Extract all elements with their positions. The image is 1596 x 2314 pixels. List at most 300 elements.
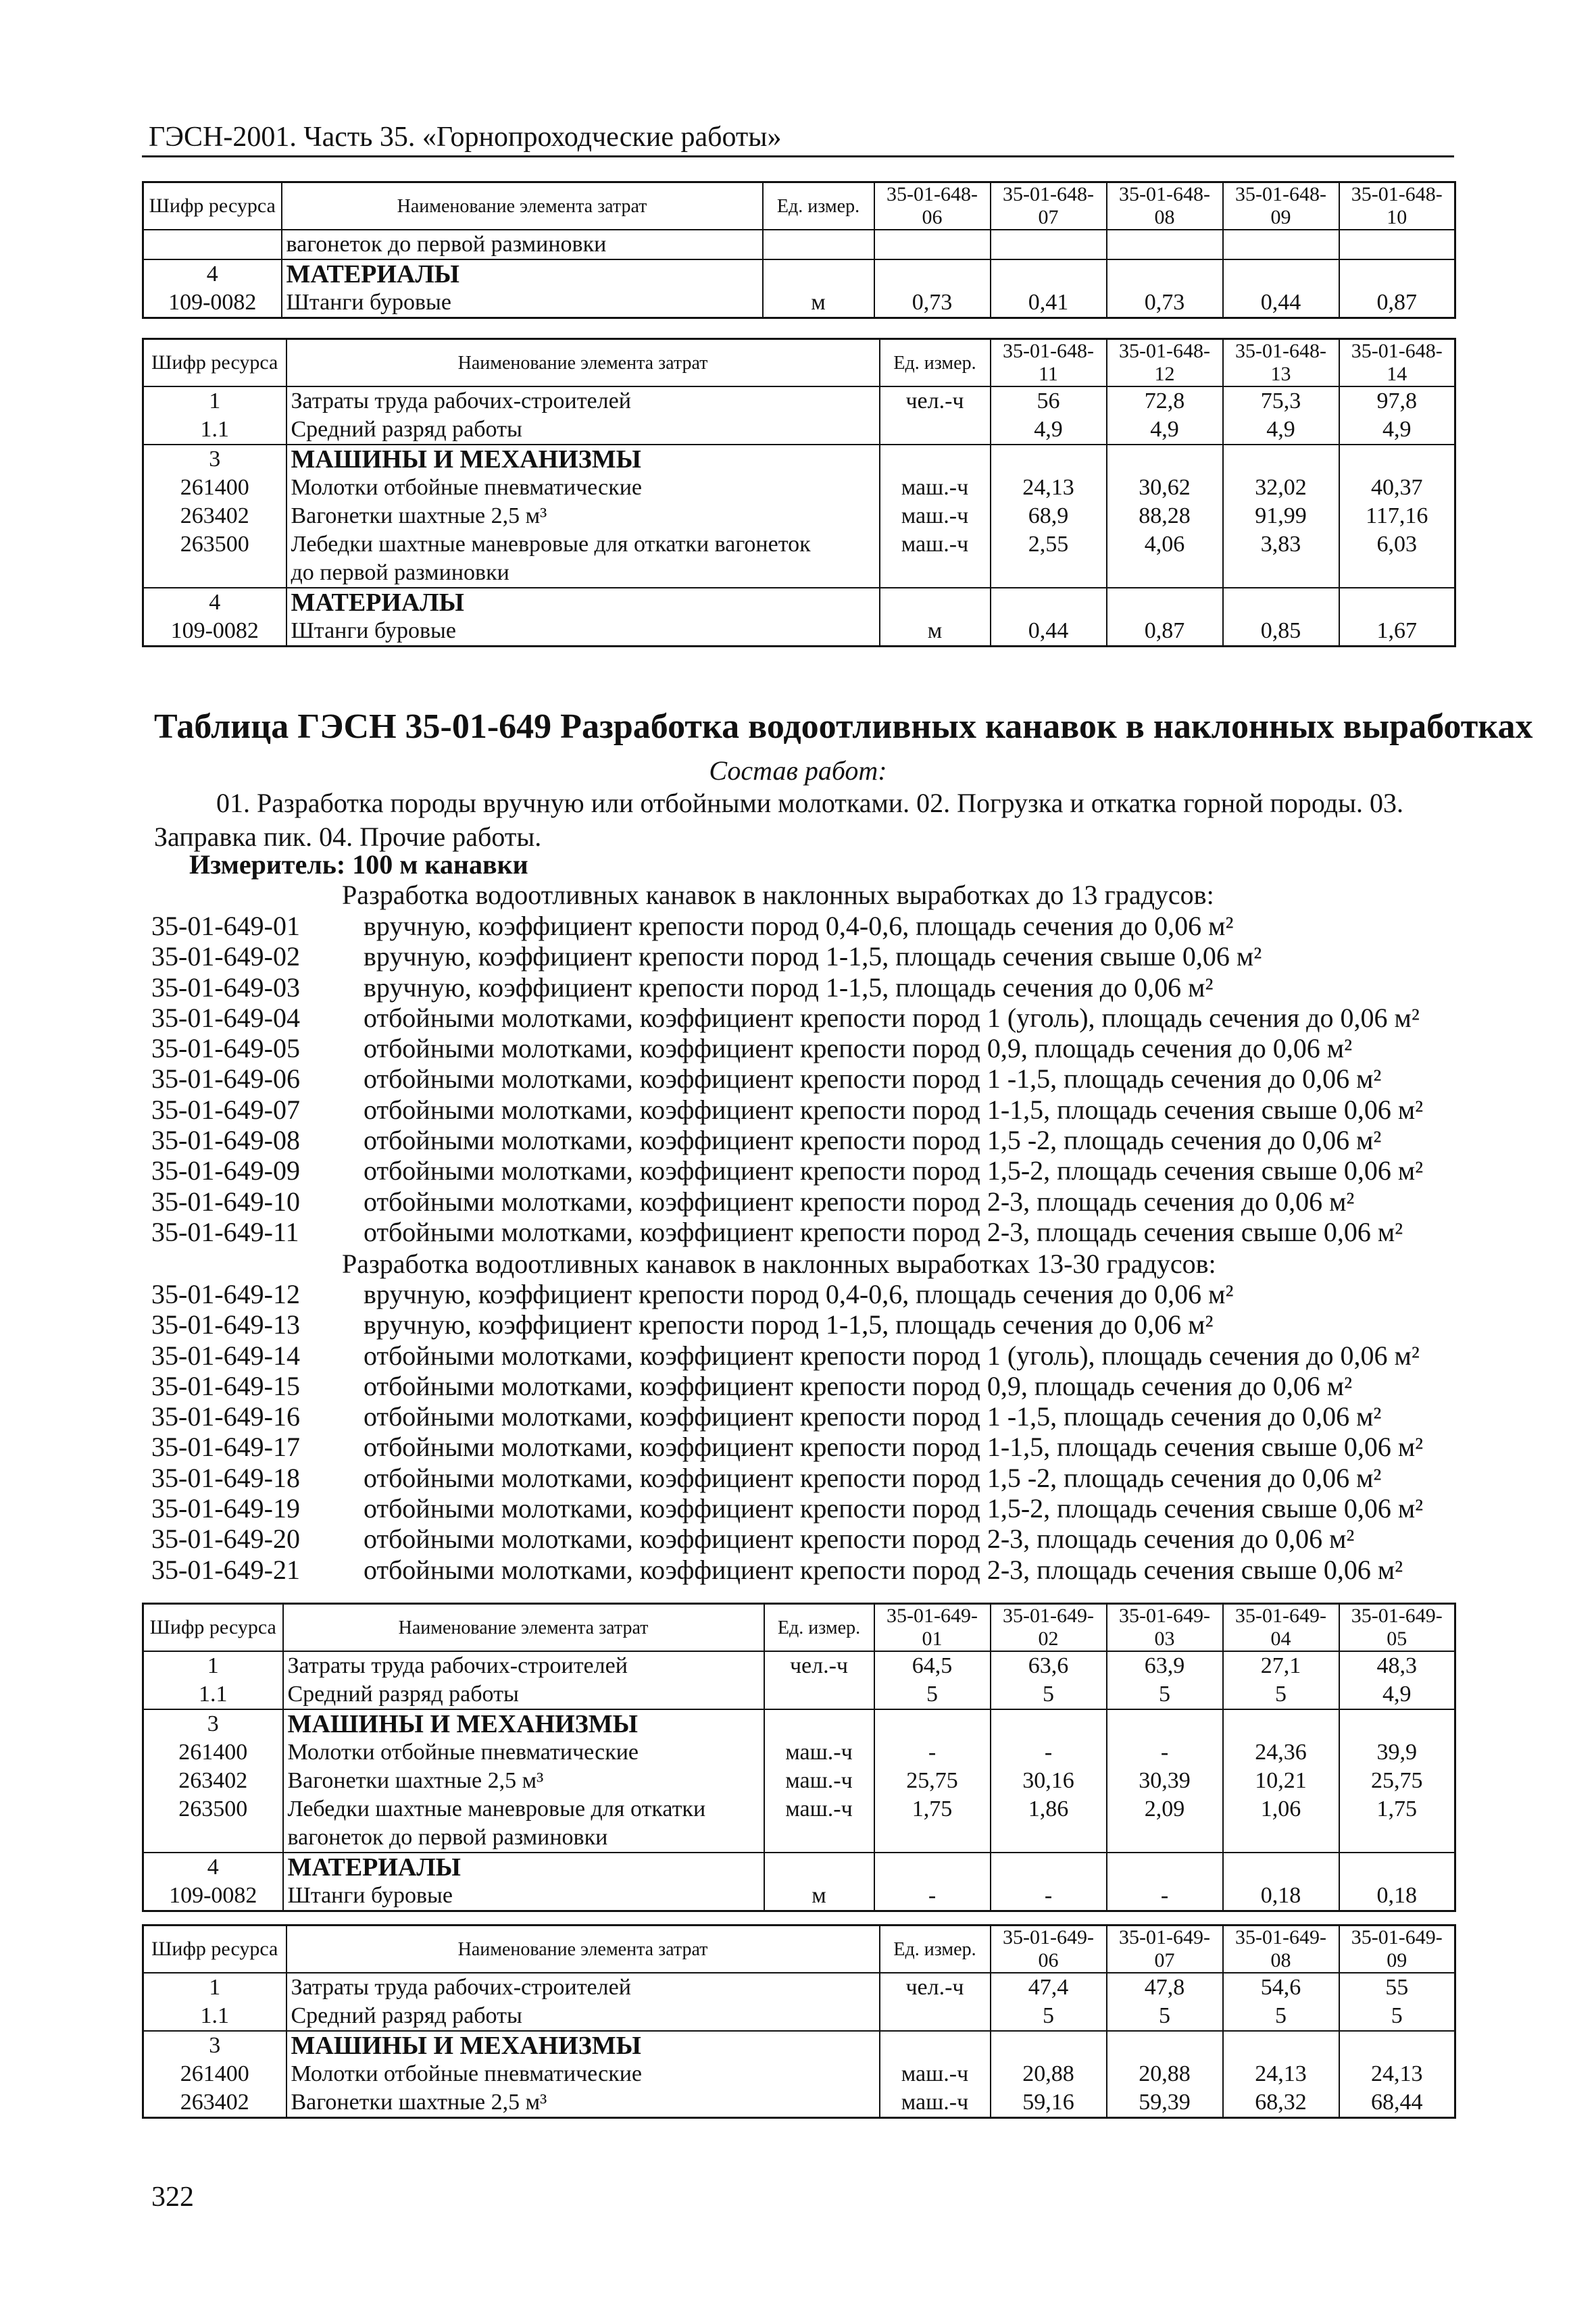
cost-table-649-06-09	[142, 1924, 1456, 2119]
table-row	[143, 445, 1455, 474]
table-row	[143, 2002, 1455, 2031]
cell-resource-code: 1	[143, 1651, 283, 1680]
table-row	[143, 474, 1455, 502]
cell-value: 97,8	[1339, 386, 1455, 416]
header-col-649-06: 35-01-649-06	[991, 1926, 1107, 1973]
cell-value: 59,16	[991, 2088, 1107, 2118]
cell-value: 4,06	[1107, 530, 1223, 559]
list-item	[151, 972, 1462, 1003]
cell-value	[1339, 1709, 1455, 1738]
rate-description: вручную, коэффициент крепости пород 1-1,5, площадь сечения до 0,06 м²	[364, 1309, 1214, 1340]
table-row	[143, 559, 1455, 588]
cell-resource-code: 3	[143, 1709, 283, 1738]
cell-value: 1,06	[1223, 1795, 1339, 1823]
cell-value: 30,62	[1107, 474, 1223, 502]
cell-value: 1,67	[1339, 617, 1455, 647]
cell-value	[1107, 445, 1223, 474]
rate-code: 35-01-649-01	[151, 911, 300, 941]
list-item	[151, 1401, 1462, 1432]
rate-code: 35-01-649-03	[151, 972, 300, 1003]
cell-value	[991, 1823, 1107, 1853]
cell-value	[1223, 1823, 1339, 1853]
table-header-row	[143, 339, 1455, 387]
cell-value: 24,13	[991, 474, 1107, 502]
cell-value	[1107, 1853, 1223, 1882]
rate-description: отбойными молотками, коэффициент крепости пород 1,5-2, площадь сечения свыше 0,06 м²	[364, 1155, 1424, 1186]
rate-description: вручную, коэффициент крепости пород 1-1,5, площадь сечения до 0,06 м²	[364, 972, 1214, 1003]
cell-value	[1223, 445, 1339, 474]
cell-value: 54,6	[1223, 1973, 1339, 2002]
cell-resource-code: 261400	[143, 474, 286, 502]
cell-resource-code	[143, 230, 282, 259]
cell-value: 5	[1339, 2002, 1455, 2031]
list-item	[151, 1186, 1462, 1217]
table-row	[143, 1709, 1455, 1738]
cell-value: -	[874, 1738, 991, 1767]
code-list-up-to-13	[151, 911, 1462, 1247]
cell-value: 0,73	[874, 288, 991, 318]
cell-resource-code: 3	[143, 2031, 286, 2060]
rate-description: отбойными молотками, коэффициент крепости пород 0,9, площадь сечения до 0,06 м²	[364, 1033, 1353, 1064]
header-resource-code: Шифр ресурса	[143, 182, 282, 230]
cell-unit	[764, 1823, 874, 1853]
cell-value	[1107, 230, 1223, 259]
cell-value: 63,6	[991, 1651, 1107, 1680]
cell-resource-code: 261400	[143, 2060, 286, 2088]
cell-value: 1,75	[1339, 1795, 1455, 1823]
cell-value	[991, 259, 1107, 288]
rate-code: 35-01-649-13	[151, 1309, 300, 1340]
cell-unit	[880, 445, 991, 474]
cell-value: 1,75	[874, 1795, 991, 1823]
list-item	[151, 941, 1462, 972]
cell-value: 5	[991, 2002, 1107, 2031]
table-row	[143, 416, 1455, 445]
cell-value: -	[991, 1738, 1107, 1767]
code-list-13-30	[151, 1279, 1462, 1585]
cell-value	[991, 2031, 1107, 2060]
cell-cost-element: МАШИНЫ И МЕХАНИЗМЫ	[283, 1709, 764, 1738]
cell-value	[1223, 559, 1339, 588]
rate-code: 35-01-649-14	[151, 1340, 300, 1371]
cell-value	[1107, 1709, 1223, 1738]
cell-value: 5	[1223, 2002, 1339, 2031]
cell-value: -	[874, 1882, 991, 1911]
cell-cost-element: до первой разминовки	[286, 559, 880, 588]
cell-resource-code: 1	[143, 1973, 286, 2002]
rate-code: 35-01-649-11	[151, 1216, 299, 1247]
table-row	[143, 386, 1455, 416]
cell-resource-code: 263402	[143, 502, 286, 530]
cell-value: 48,3	[1339, 1651, 1455, 1680]
header-col-649-04: 35-01-649-04	[1223, 1604, 1339, 1652]
header-col-648-14: 35-01-648-14	[1339, 339, 1455, 387]
cell-resource-code: 1.1	[143, 416, 286, 445]
section-title: Таблица ГЭСН 35-01-649 Разработка водоотливных канавок в наклонных выработках	[154, 707, 1533, 746]
rate-description: отбойными молотками, коэффициент крепости пород 1,5 -2, площадь сечения до 0,06 м²	[364, 1462, 1382, 1493]
cell-cost-element: Молотки отбойные пневматические	[286, 474, 880, 502]
cell-value: 0,18	[1339, 1882, 1455, 1911]
cell-value	[1223, 1709, 1339, 1738]
header-unit: Ед. измер.	[880, 339, 991, 387]
cell-cost-element: вагонеток до первой разминовки	[283, 1823, 764, 1853]
header-cost-element: Наименование элемента затрат	[283, 1604, 764, 1652]
cell-cost-element: Вагонетки шахтные 2,5 м³	[286, 2088, 880, 2118]
rate-description: отбойными молотками, коэффициент крепости пород 0,9, площадь сечения до 0,06 м²	[364, 1370, 1353, 1401]
table-row	[143, 1853, 1455, 1882]
table-row	[143, 1738, 1455, 1767]
rate-code: 35-01-649-07	[151, 1094, 300, 1125]
cell-cost-element: Лебедки шахтные маневровые для откатки вагонеток	[286, 530, 880, 559]
table-header-row	[143, 1604, 1455, 1652]
cell-value: -	[991, 1882, 1107, 1911]
cell-unit: маш.-ч	[880, 2060, 991, 2088]
cell-value: 39,9	[1339, 1738, 1455, 1767]
table-row	[143, 288, 1455, 318]
cell-value: 68,32	[1223, 2088, 1339, 2118]
cell-unit	[763, 230, 874, 259]
rate-description: вручную, коэффициент крепости пород 0,4-0,6, площадь сечения до 0,06 м²	[364, 1279, 1234, 1309]
list-item	[151, 1493, 1462, 1524]
work-composition-heading: Состав работ:	[709, 755, 887, 786]
cell-unit: чел.-ч	[880, 386, 991, 416]
cell-value: 64,5	[874, 1651, 991, 1680]
header-col-648-12: 35-01-648-12	[1107, 339, 1223, 387]
cell-value: -	[1107, 1738, 1223, 1767]
cell-unit: маш.-ч	[880, 474, 991, 502]
rate-code: 35-01-649-08	[151, 1125, 300, 1156]
cell-value: 24,36	[1223, 1738, 1339, 1767]
cell-value: 5	[1107, 1680, 1223, 1709]
cell-cost-element: МАТЕРИАЛЫ	[286, 588, 880, 617]
cell-unit	[880, 588, 991, 617]
cell-value	[1107, 588, 1223, 617]
cell-value	[1223, 2031, 1339, 2060]
cell-value	[1107, 559, 1223, 588]
cell-value	[874, 230, 991, 259]
cell-unit	[763, 259, 874, 288]
cell-value	[991, 1709, 1107, 1738]
cell-value	[1223, 1853, 1339, 1882]
cell-cost-element: Затраты труда рабочих-строителей	[286, 386, 880, 416]
list-item	[151, 1217, 1462, 1247]
table-header-row	[143, 1926, 1455, 1973]
header-col-649-02: 35-01-649-02	[991, 1604, 1107, 1652]
group-heading-13-30: Разработка водоотливных канавок в наклонных выработках 13-30 градусов:	[342, 1249, 1216, 1279]
list-item	[151, 1095, 1462, 1125]
cell-value	[1339, 559, 1455, 588]
cell-value	[991, 1853, 1107, 1882]
cell-value	[1339, 259, 1455, 288]
list-item	[151, 1371, 1462, 1401]
header-col-648-11: 35-01-648-11	[991, 339, 1107, 387]
cell-value	[1223, 588, 1339, 617]
cell-value: 20,88	[1107, 2060, 1223, 2088]
cell-value	[874, 1853, 991, 1882]
cell-resource-code: 109-0082	[143, 288, 282, 318]
cell-value	[1339, 445, 1455, 474]
list-item	[151, 911, 1462, 941]
table-row	[143, 230, 1455, 259]
cell-value: 32,02	[1223, 474, 1339, 502]
header-col-648-09: 35-01-648-09	[1223, 182, 1339, 230]
cell-value: 27,1	[1223, 1651, 1339, 1680]
header-unit: Ед. измер.	[763, 182, 874, 230]
cell-unit: маш.-ч	[880, 2088, 991, 2118]
cell-value: 59,39	[1107, 2088, 1223, 2118]
list-item	[151, 1003, 1462, 1033]
cell-value: 0,18	[1223, 1882, 1339, 1911]
list-item	[151, 1155, 1462, 1186]
cell-value: 63,9	[1107, 1651, 1223, 1680]
list-item	[151, 1033, 1462, 1063]
cell-resource-code: 109-0082	[143, 617, 286, 647]
cell-value	[1339, 1853, 1455, 1882]
cell-value: 0,44	[991, 617, 1107, 647]
cell-unit: м	[880, 617, 991, 647]
table-row	[143, 259, 1455, 288]
cell-resource-code	[143, 1823, 283, 1853]
rate-code: 35-01-649-15	[151, 1370, 300, 1401]
cost-table-648-11-14	[142, 338, 1456, 647]
rate-description: отбойными молотками, коэффициент крепости пород 1,5 -2, площадь сечения до 0,06 м²	[364, 1125, 1382, 1156]
rate-code: 35-01-649-10	[151, 1186, 300, 1217]
cell-resource-code: 1	[143, 386, 286, 416]
cell-resource-code: 3	[143, 445, 286, 474]
cell-cost-element: Молотки отбойные пневматические	[283, 1738, 764, 1767]
cell-cost-element: Затраты труда рабочих-строителей	[283, 1651, 764, 1680]
cell-value: 0,44	[1223, 288, 1339, 318]
cell-value: 56	[991, 386, 1107, 416]
cell-cost-element: Штанги буровые	[283, 1882, 764, 1911]
cell-unit	[880, 2002, 991, 2031]
cell-value: 24,13	[1223, 2060, 1339, 2088]
table-row	[143, 1795, 1455, 1823]
cell-value: 55	[1339, 1973, 1455, 2002]
cell-cost-element: МАТЕРИАЛЫ	[282, 259, 763, 288]
cost-table-648-06-10	[142, 181, 1456, 319]
cell-unit	[764, 1709, 874, 1738]
cell-resource-code: 263500	[143, 1795, 283, 1823]
cell-resource-code: 1.1	[143, 2002, 286, 2031]
cell-value	[1339, 1823, 1455, 1853]
rate-description: вручную, коэффициент крепости пород 0,4-0,6, площадь сечения до 0,06 м²	[364, 911, 1234, 941]
header-col-649-03: 35-01-649-03	[1107, 1604, 1223, 1652]
cell-value: 3,83	[1223, 530, 1339, 559]
cell-value: 4,9	[1107, 416, 1223, 445]
cell-cost-element: МАШИНЫ И МЕХАНИЗМЫ	[286, 2031, 880, 2060]
cell-value	[874, 1823, 991, 1853]
cell-value: 10,21	[1223, 1767, 1339, 1795]
rate-description: отбойными молотками, коэффициент крепости пород 2-3, площадь сечения до 0,06 м²	[364, 1186, 1355, 1217]
cost-table-649-01-05	[142, 1603, 1456, 1912]
running-header: ГЭСН-2001. Часть 35. «Горнопроходческие работы»	[149, 122, 782, 153]
cell-value: 68,44	[1339, 2088, 1455, 2118]
cell-resource-code: 261400	[143, 1738, 283, 1767]
table-row	[143, 1823, 1455, 1853]
cell-value: 75,3	[1223, 386, 1339, 416]
cell-value: 0,87	[1107, 617, 1223, 647]
cell-value	[1339, 230, 1455, 259]
cell-value: 5	[1107, 2002, 1223, 2031]
cell-value	[991, 588, 1107, 617]
cell-cost-element: Штанги буровые	[282, 288, 763, 318]
list-item	[151, 1309, 1462, 1340]
cell-value: 117,16	[1339, 502, 1455, 530]
table-row	[143, 1973, 1455, 2002]
rate-description: отбойными молотками, коэффициент крепости пород 2-3, площадь сечения до 0,06 м²	[364, 1524, 1355, 1555]
rate-description: отбойными молотками, коэффициент крепости пород 1 -1,5, площадь сечения до 0,06 м²	[364, 1401, 1382, 1432]
group-heading-up-to-13: Разработка водоотливных канавок в наклонных выработках до 13 градусов:	[342, 880, 1214, 910]
list-item	[151, 1555, 1462, 1585]
cell-value	[1339, 588, 1455, 617]
cell-value: 0,73	[1107, 288, 1223, 318]
cell-value: -	[1107, 1882, 1223, 1911]
cell-unit: чел.-ч	[764, 1651, 874, 1680]
cell-value: 2,09	[1107, 1795, 1223, 1823]
page-number: 322	[151, 2182, 194, 2213]
cell-value	[1223, 230, 1339, 259]
header-cost-element: Наименование элемента затрат	[286, 1926, 880, 1973]
list-item	[151, 1125, 1462, 1155]
cell-unit: чел.-ч	[880, 1973, 991, 2002]
cell-unit: маш.-ч	[764, 1738, 874, 1767]
list-item	[151, 1340, 1462, 1371]
rate-description: отбойными молотками, коэффициент крепости пород 2-3, площадь сечения свыше 0,06 м²	[364, 1554, 1403, 1585]
cell-value: 4,9	[1339, 416, 1455, 445]
list-item	[151, 1063, 1462, 1094]
list-item	[151, 1463, 1462, 1493]
rate-code: 35-01-649-18	[151, 1462, 300, 1493]
cell-unit: маш.-ч	[764, 1767, 874, 1795]
cell-unit	[880, 2031, 991, 2060]
cell-value: 6,03	[1339, 530, 1455, 559]
header-cost-element: Наименование элемента затрат	[282, 182, 763, 230]
cell-value: 24,13	[1339, 2060, 1455, 2088]
header-unit: Ед. измер.	[764, 1604, 874, 1652]
cell-cost-element: Затраты труда рабочих-строителей	[286, 1973, 880, 2002]
cell-cost-element: Лебедки шахтные маневровые для откатки	[283, 1795, 764, 1823]
rate-code: 35-01-649-02	[151, 941, 300, 972]
cell-value: 4,9	[1339, 1680, 1455, 1709]
header-col-649-05: 35-01-649-05	[1339, 1604, 1455, 1652]
cell-value: 25,75	[874, 1767, 991, 1795]
cell-resource-code: 4	[143, 259, 282, 288]
cell-value: 1,86	[991, 1795, 1107, 1823]
cell-unit: м	[763, 288, 874, 318]
cell-resource-code: 4	[143, 588, 286, 617]
cell-value: 72,8	[1107, 386, 1223, 416]
cell-value: 4,9	[991, 416, 1107, 445]
cell-value: 0,85	[1223, 617, 1339, 647]
rate-description: отбойными молотками, коэффициент крепости пород 1-1,5, площадь сечения свыше 0,06 м²	[364, 1094, 1424, 1125]
cell-cost-element: Молотки отбойные пневматические	[286, 2060, 880, 2088]
cell-cost-element: Вагонетки шахтные 2,5 м³	[286, 502, 880, 530]
rate-code: 35-01-649-20	[151, 1524, 300, 1555]
table-row	[143, 617, 1455, 647]
header-resource-code: Шифр ресурса	[143, 1926, 286, 1973]
header-resource-code: Шифр ресурса	[143, 339, 286, 387]
table-row	[143, 2031, 1455, 2060]
cell-unit: маш.-ч	[880, 530, 991, 559]
rate-code: 35-01-649-16	[151, 1401, 300, 1432]
table-row	[143, 588, 1455, 617]
cell-value: 30,39	[1107, 1767, 1223, 1795]
table-row	[143, 1882, 1455, 1911]
cell-value: 40,37	[1339, 474, 1455, 502]
header-col-649-08: 35-01-649-08	[1223, 1926, 1339, 1973]
cell-value: 68,9	[991, 502, 1107, 530]
header-rule	[142, 155, 1454, 157]
cell-value	[1223, 259, 1339, 288]
cell-cost-element: Средний разряд работы	[283, 1680, 764, 1709]
cell-resource-code: 4	[143, 1853, 283, 1882]
list-item	[151, 1432, 1462, 1462]
header-col-648-10: 35-01-648-10	[1339, 182, 1455, 230]
cell-cost-element: МАТЕРИАЛЫ	[283, 1853, 764, 1882]
rate-description: отбойными молотками, коэффициент крепости пород 1 -1,5, площадь сечения до 0,06 м²	[364, 1063, 1382, 1095]
cell-cost-element: МАШИНЫ И МЕХАНИЗМЫ	[286, 445, 880, 474]
cell-cost-element: Штанги буровые	[286, 617, 880, 647]
cell-value: 91,99	[1223, 502, 1339, 530]
cell-value	[1107, 2031, 1223, 2060]
cell-value	[1107, 259, 1223, 288]
rate-code: 35-01-649-04	[151, 1002, 300, 1033]
cell-value	[991, 559, 1107, 588]
cell-value: 5	[874, 1680, 991, 1709]
table-row	[143, 1767, 1455, 1795]
cell-value: 47,4	[991, 1973, 1107, 2002]
header-unit: Ед. измер.	[880, 1926, 991, 1973]
cell-resource-code: 263500	[143, 530, 286, 559]
header-cost-element: Наименование элемента затрат	[286, 339, 880, 387]
header-col-648-07: 35-01-648-07	[991, 182, 1107, 230]
cell-value: 5	[991, 1680, 1107, 1709]
table-row	[143, 2060, 1455, 2088]
rate-description: отбойными молотками, коэффициент крепости пород 1 (уголь), площадь сечения до 0,06 м²	[364, 1002, 1420, 1033]
cell-value	[1107, 1823, 1223, 1853]
cell-value: 0,41	[991, 288, 1107, 318]
cell-value: 5	[1223, 1680, 1339, 1709]
header-resource-code: Шифр ресурса	[143, 1604, 283, 1652]
cell-value	[874, 1709, 991, 1738]
cell-value	[874, 259, 991, 288]
table-row	[143, 1651, 1455, 1680]
table-row	[143, 530, 1455, 559]
rate-description: отбойными молотками, коэффициент крепости пород 1,5-2, площадь сечения свыше 0,06 м²	[364, 1493, 1424, 1524]
cell-value: 47,8	[1107, 1973, 1223, 2002]
cell-value: 0,87	[1339, 288, 1455, 318]
cell-unit: м	[764, 1882, 874, 1911]
header-col-648-13: 35-01-648-13	[1223, 339, 1339, 387]
rate-description: отбойными молотками, коэффициент крепости пород 2-3, площадь сечения свыше 0,06 м²	[364, 1216, 1403, 1247]
cell-value	[991, 230, 1107, 259]
cell-value: 88,28	[1107, 502, 1223, 530]
table-row	[143, 502, 1455, 530]
header-col-649-09: 35-01-649-09	[1339, 1926, 1455, 1973]
cell-value: 4,9	[1223, 416, 1339, 445]
rate-code: 35-01-649-05	[151, 1033, 300, 1064]
rate-code: 35-01-649-09	[151, 1155, 300, 1186]
rate-description: вручную, коэффициент крепости пород 1-1,5, площадь сечения свыше 0,06 м²	[364, 941, 1262, 972]
cell-cost-element: Средний разряд работы	[286, 2002, 880, 2031]
list-item	[151, 1524, 1462, 1554]
header-col-649-01: 35-01-649-01	[874, 1604, 991, 1652]
cell-unit	[764, 1680, 874, 1709]
cell-value: 30,16	[991, 1767, 1107, 1795]
cell-unit	[764, 1853, 874, 1882]
table-row	[143, 2088, 1455, 2118]
